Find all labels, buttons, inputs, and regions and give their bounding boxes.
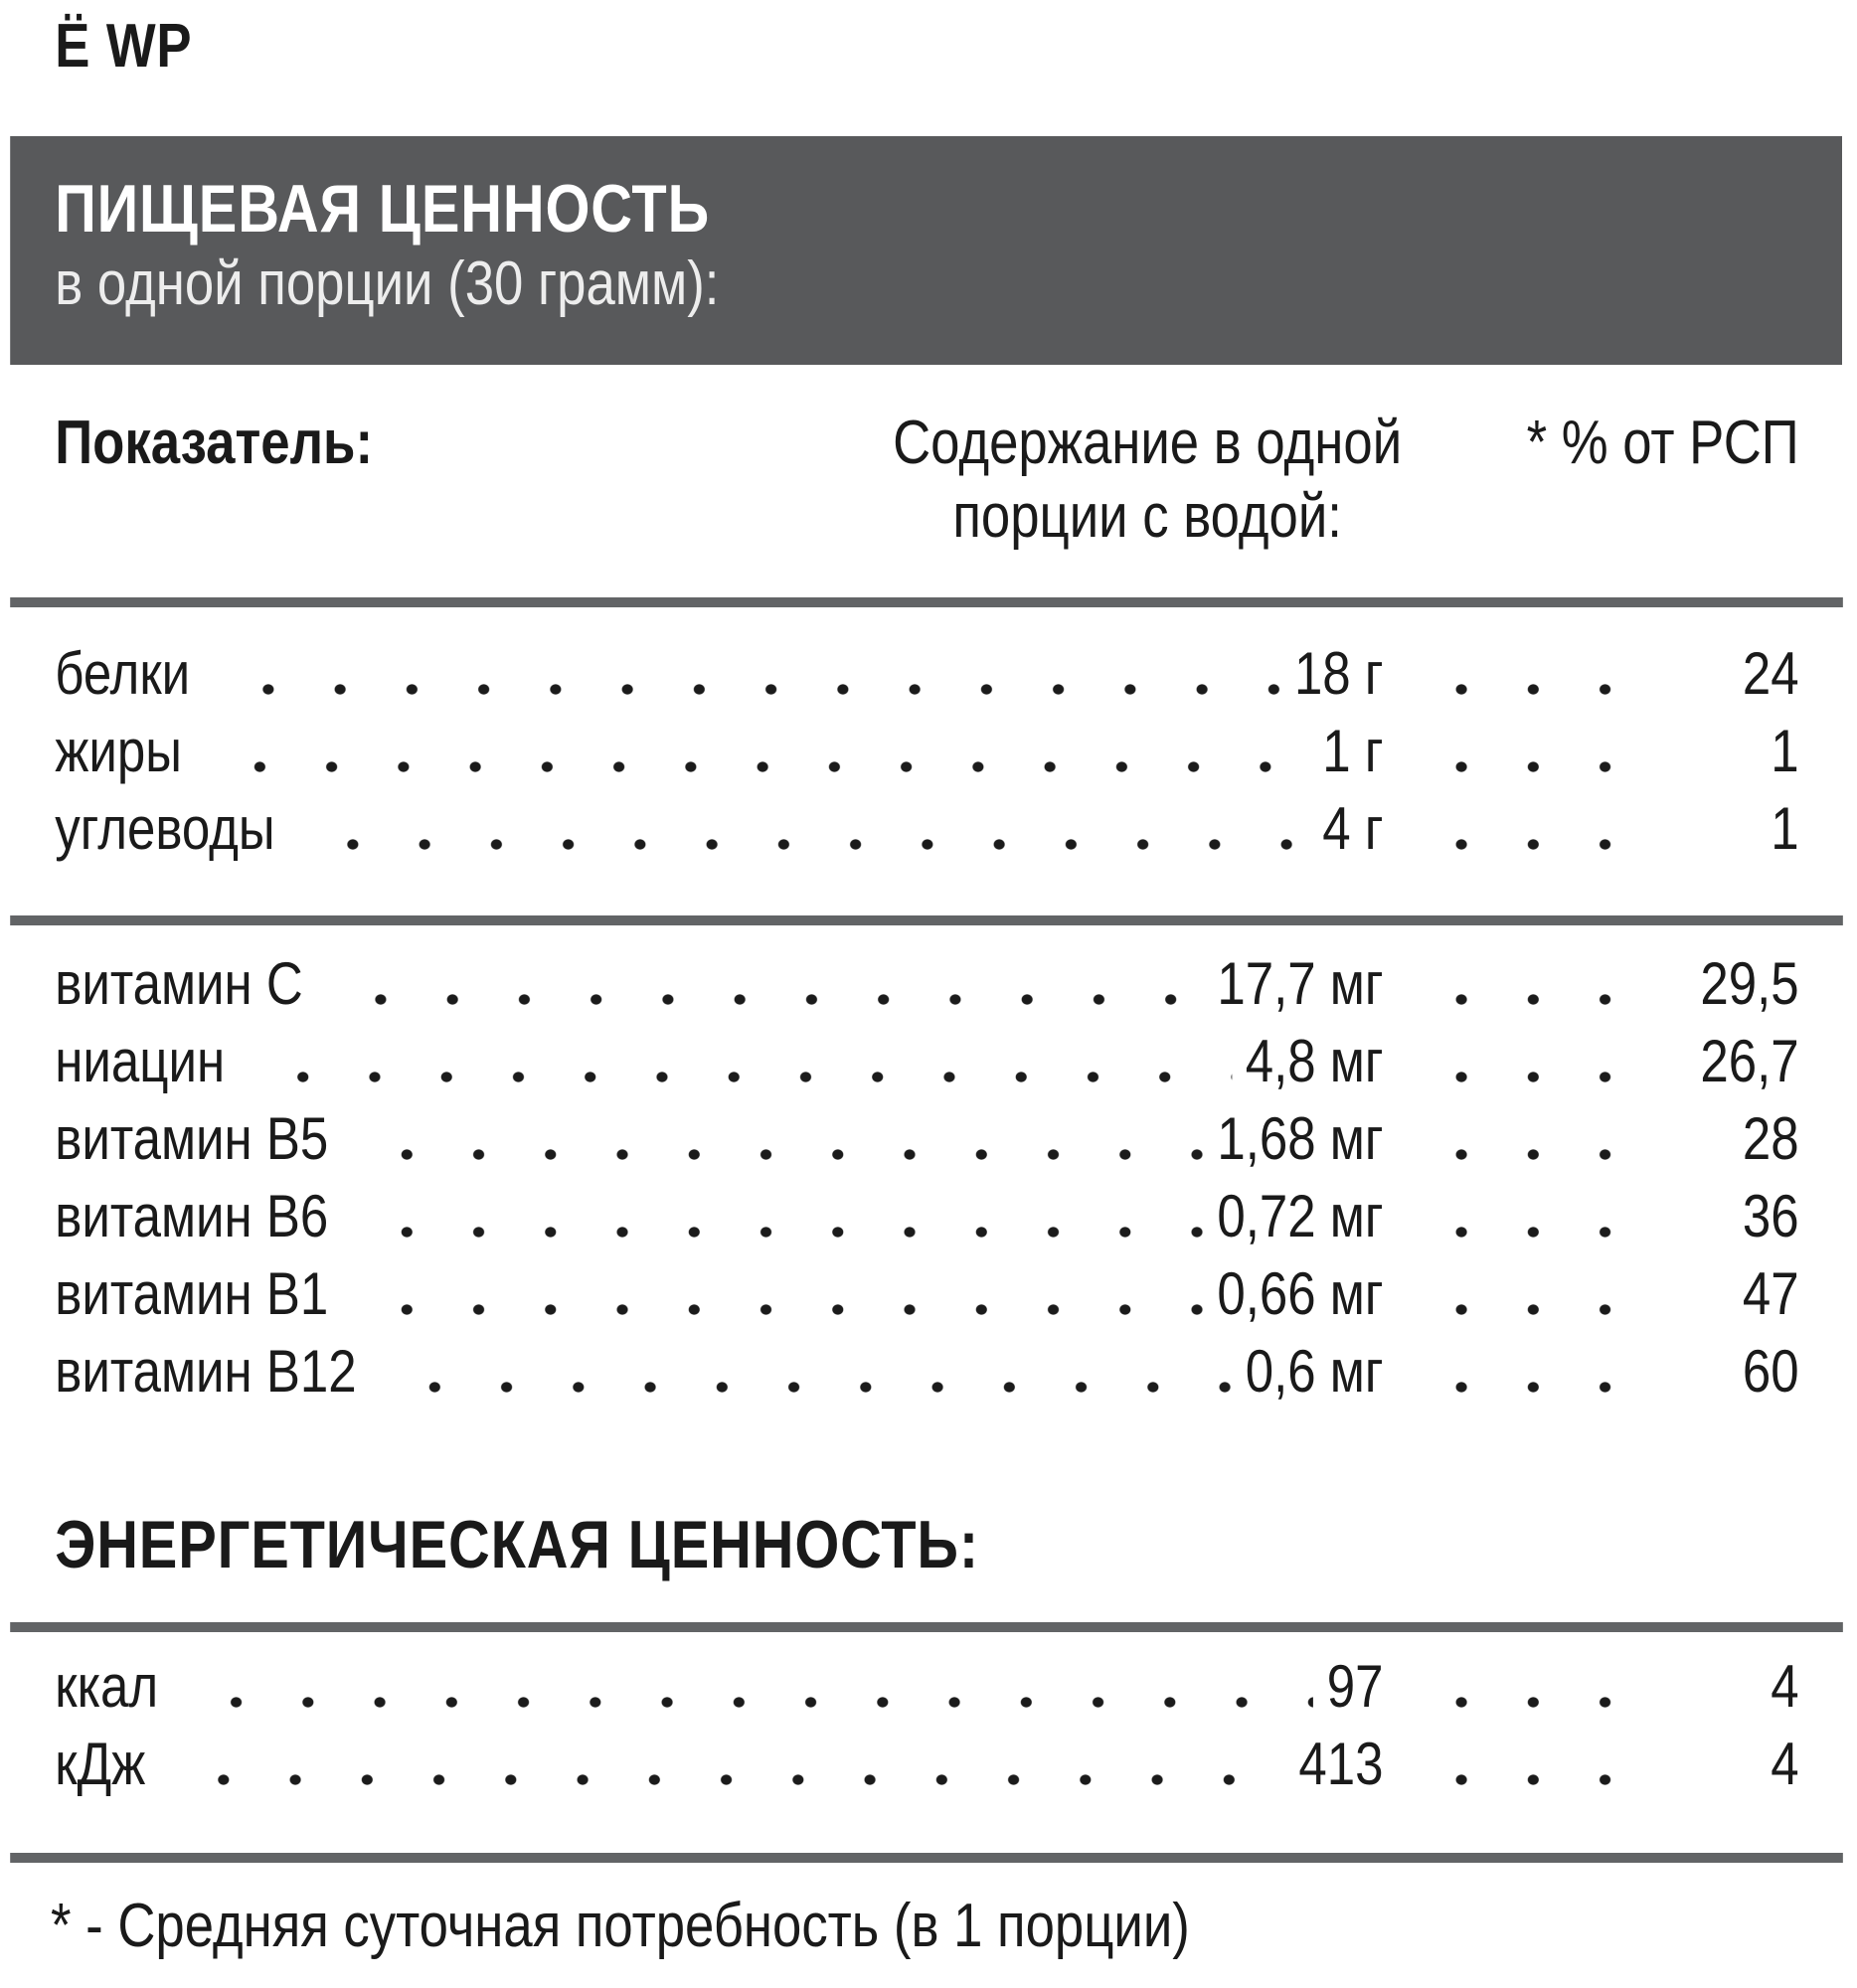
dot-leader <box>342 1255 1204 1333</box>
row-value: 17,7 мг <box>1217 950 1384 1017</box>
dot-leader <box>1397 1255 1650 1333</box>
row-percent: 1 <box>1771 795 1799 862</box>
row-label: витамин B1 <box>55 1260 329 1327</box>
dot-leader <box>1397 945 1650 1023</box>
divider <box>10 1853 1843 1863</box>
dot-leader <box>1397 1333 1650 1410</box>
row-percent: 47 <box>1742 1260 1799 1327</box>
table-row <box>55 1100 1798 1178</box>
banner-subtitle: в одной порции (30 грамм): <box>55 249 720 318</box>
dot-leader <box>342 1178 1204 1255</box>
title-banner <box>10 136 1842 365</box>
table-row <box>55 945 1798 1023</box>
row-percent: 36 <box>1742 1183 1799 1249</box>
row-value: 1,68 мг <box>1217 1105 1384 1172</box>
table-header <box>55 407 1798 556</box>
column-header-percent: * % от РСП <box>1526 409 1799 477</box>
dot-leader <box>159 1726 1285 1803</box>
row-value: 0,6 мг <box>1245 1338 1384 1405</box>
table-row <box>55 635 1798 713</box>
row-percent: 4 <box>1771 1653 1799 1720</box>
row-value: 0,66 мг <box>1217 1260 1384 1327</box>
dot-leader <box>1397 1178 1650 1255</box>
divider <box>10 597 1843 607</box>
dot-leader <box>239 1023 1232 1100</box>
row-label: ккал <box>55 1653 159 1720</box>
row-label: кДж <box>55 1731 146 1797</box>
dot-leader <box>1397 790 1650 868</box>
row-percent: 4 <box>1771 1731 1799 1797</box>
dot-leader <box>1397 1023 1650 1100</box>
dot-leader <box>195 713 1308 790</box>
row-label: витамин B12 <box>55 1338 357 1405</box>
row-value: 4 г <box>1322 795 1384 862</box>
dot-leader <box>1397 1726 1650 1803</box>
dot-leader <box>342 1100 1204 1178</box>
dot-leader <box>316 945 1203 1023</box>
table-row <box>55 1178 1798 1255</box>
table-row <box>55 1333 1798 1410</box>
divider <box>10 1622 1843 1632</box>
nutrition-label <box>0 8 1857 1962</box>
table-row <box>55 1648 1798 1726</box>
row-value: 18 г <box>1293 640 1384 707</box>
column-header-content-line1: Содержание в одной <box>893 409 1403 477</box>
row-value: 4,8 мг <box>1245 1028 1384 1094</box>
dot-leader <box>1397 635 1650 713</box>
column-header-content <box>893 407 1402 554</box>
footnote: * - Средняя суточная потребность (в 1 порции) <box>51 1892 1190 1960</box>
row-value: 97 <box>1326 1653 1384 1720</box>
table-row <box>55 713 1798 790</box>
dot-leader <box>172 1648 1313 1726</box>
dot-leader <box>1397 713 1650 790</box>
table-row <box>55 1023 1798 1100</box>
table-row <box>55 1255 1798 1333</box>
dot-leader <box>204 635 1281 713</box>
dot-leader <box>370 1333 1232 1410</box>
row-value: 1 г <box>1322 718 1384 784</box>
column-header-content-line2: порции с водой: <box>952 482 1342 551</box>
row-label: углеводы <box>55 795 275 862</box>
row-label: ниацин <box>55 1028 226 1094</box>
energy-section <box>55 1632 1798 1803</box>
table-row <box>55 790 1798 868</box>
row-percent: 24 <box>1742 640 1799 707</box>
row-label: белки <box>55 640 191 707</box>
dot-leader <box>1397 1648 1650 1726</box>
energy-section-heading: ЭНЕРГЕТИЧЕСКАЯ ЦЕННОСТЬ: <box>55 1507 979 1582</box>
row-label: витамин C <box>55 950 303 1017</box>
dot-leader <box>1397 1100 1650 1178</box>
row-percent: 28 <box>1742 1105 1799 1172</box>
row-value: 413 <box>1298 1731 1384 1797</box>
row-value: 0,72 мг <box>1217 1183 1384 1249</box>
divider <box>10 915 1843 925</box>
macronutrients-section <box>55 607 1798 868</box>
row-label: жиры <box>55 718 182 784</box>
banner-title: ПИЩЕВАЯ ЦЕННОСТЬ <box>55 171 710 247</box>
column-header-indicator: Показатель: <box>55 409 374 477</box>
row-percent: 60 <box>1742 1338 1799 1405</box>
row-label: витамин B6 <box>55 1183 329 1249</box>
table-row <box>55 1726 1798 1803</box>
row-percent: 29,5 <box>1700 950 1799 1017</box>
row-percent: 26,7 <box>1700 1028 1799 1094</box>
vitamins-section <box>55 925 1798 1410</box>
row-label: витамин B5 <box>55 1105 329 1172</box>
dot-leader <box>288 790 1309 868</box>
brand-logo: Ё WP <box>55 12 193 81</box>
row-percent: 1 <box>1771 718 1799 784</box>
